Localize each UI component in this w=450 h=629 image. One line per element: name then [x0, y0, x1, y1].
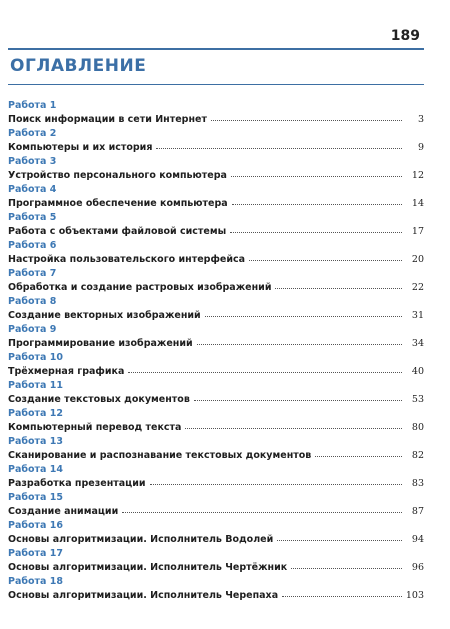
- work-label: Работа 18: [8, 576, 63, 587]
- dot-leader: [232, 195, 402, 205]
- dot-leader: [197, 335, 402, 345]
- entry-title: Основы алгоритмизации. Исполнитель Черепаха: [8, 590, 279, 601]
- entry-page-number: 87: [411, 506, 424, 517]
- toc-entry: [8, 296, 424, 324]
- entry-title: Сканирование и распознавание текстовых документов: [8, 450, 312, 461]
- work-label: Работа 5: [8, 212, 57, 223]
- toc-entry: [8, 436, 424, 464]
- entry-title: Создание анимации: [8, 506, 119, 517]
- toc-entry: [8, 408, 424, 436]
- toc-entry: [8, 380, 424, 408]
- work-label: Работа 7: [8, 268, 57, 279]
- toc-entry: [8, 268, 424, 296]
- dot-leader: [185, 419, 402, 429]
- entry-page-number: 17: [411, 226, 424, 237]
- dot-leader: [315, 447, 402, 457]
- work-label: Работа 8: [8, 296, 57, 307]
- dot-leader: [194, 391, 402, 401]
- entry-page-number: 96: [411, 562, 424, 573]
- entry-title: Работа с объектами файловой системы: [8, 226, 227, 237]
- entry-title: Устройство персонального компьютера: [8, 170, 227, 181]
- entry-page-number: 31: [411, 310, 424, 321]
- entry-title: Основы алгоритмизации. Исполнитель Водолей: [8, 534, 274, 545]
- page-number: 189: [390, 28, 420, 44]
- toc-entry: [8, 548, 424, 576]
- entry-page-number: 103: [405, 590, 424, 601]
- dot-leader: [230, 223, 402, 233]
- work-label: Работа 14: [8, 464, 63, 475]
- entry-title: Программное обеспечение компьютера: [8, 198, 228, 209]
- entry-page-number: 83: [411, 478, 424, 489]
- dot-leader: [231, 167, 402, 177]
- title-rule: [8, 84, 424, 85]
- entry-title: Разработка презентации: [8, 478, 146, 489]
- entry-page-number: 3: [417, 114, 424, 125]
- dot-leader: [249, 251, 402, 261]
- table-of-contents: [8, 100, 424, 604]
- entry-page-number: 82: [411, 450, 424, 461]
- entry-title: Создание текстовых документов: [8, 394, 190, 405]
- entry-title: Обработка и создание растровых изображений: [8, 282, 272, 293]
- work-label: Работа 17: [8, 548, 63, 559]
- toc-entry: [8, 156, 424, 184]
- toc-entry: [8, 352, 424, 380]
- toc-entry: [8, 100, 424, 128]
- toc-entry: [8, 212, 424, 240]
- entry-title: Поиск информации в сети Интернет: [8, 114, 207, 125]
- toc-entry: [8, 240, 424, 268]
- dot-leader: [275, 279, 402, 289]
- entry-page-number: 20: [411, 254, 424, 265]
- dot-leader: [128, 363, 402, 373]
- toc-entry: [8, 492, 424, 520]
- work-label: Работа 12: [8, 408, 63, 419]
- entry-title: Компьютерный перевод текста: [8, 422, 182, 433]
- toc-entry: [8, 576, 424, 604]
- toc-entry: [8, 520, 424, 548]
- work-label: Работа 16: [8, 520, 63, 531]
- work-label: Работа 6: [8, 240, 57, 251]
- dot-leader: [156, 139, 402, 149]
- work-label: Работа 11: [8, 380, 63, 391]
- dot-leader: [291, 559, 402, 569]
- entry-page-number: 9: [417, 142, 424, 153]
- entry-page-number: 22: [411, 282, 424, 293]
- dot-leader: [211, 111, 402, 121]
- entry-title: Настройка пользовательского интерфейса: [8, 254, 246, 265]
- dot-leader: [277, 531, 402, 541]
- entry-page-number: 53: [411, 394, 424, 405]
- header-rule: [8, 48, 424, 50]
- entry-page-number: 80: [411, 422, 424, 433]
- toc-entry: [8, 128, 424, 156]
- entry-title: Трёхмерная графика: [8, 366, 125, 377]
- dot-leader: [122, 503, 402, 513]
- entry-page-number: 94: [411, 534, 424, 545]
- work-label: Работа 2: [8, 128, 57, 139]
- work-label: Работа 9: [8, 324, 57, 335]
- entry-title: Программирование изображений: [8, 338, 193, 349]
- dot-leader: [150, 475, 402, 485]
- toc-entry: [8, 464, 424, 492]
- work-label: Работа 10: [8, 352, 63, 363]
- work-label: Работа 15: [8, 492, 63, 503]
- entry-page-number: 40: [411, 366, 424, 377]
- work-label: Работа 13: [8, 436, 63, 447]
- entry-page-number: 14: [411, 198, 424, 209]
- work-label: Работа 4: [8, 184, 57, 195]
- work-label: Работа 3: [8, 156, 57, 167]
- work-label: Работа 1: [8, 100, 57, 111]
- dot-leader: [282, 587, 402, 597]
- toc-entry: [8, 324, 424, 352]
- dot-leader: [205, 307, 402, 317]
- entry-page-number: 12: [411, 170, 424, 181]
- entry-title: Компьютеры и их история: [8, 142, 153, 153]
- entry-page-number: 34: [411, 338, 424, 349]
- entry-title: Основы алгоритмизации. Исполнитель Чертёжник: [8, 562, 288, 573]
- page-title: ОГЛАВЛЕНИЕ: [10, 56, 147, 76]
- entry-title: Создание векторных изображений: [8, 310, 201, 321]
- toc-entry: [8, 184, 424, 212]
